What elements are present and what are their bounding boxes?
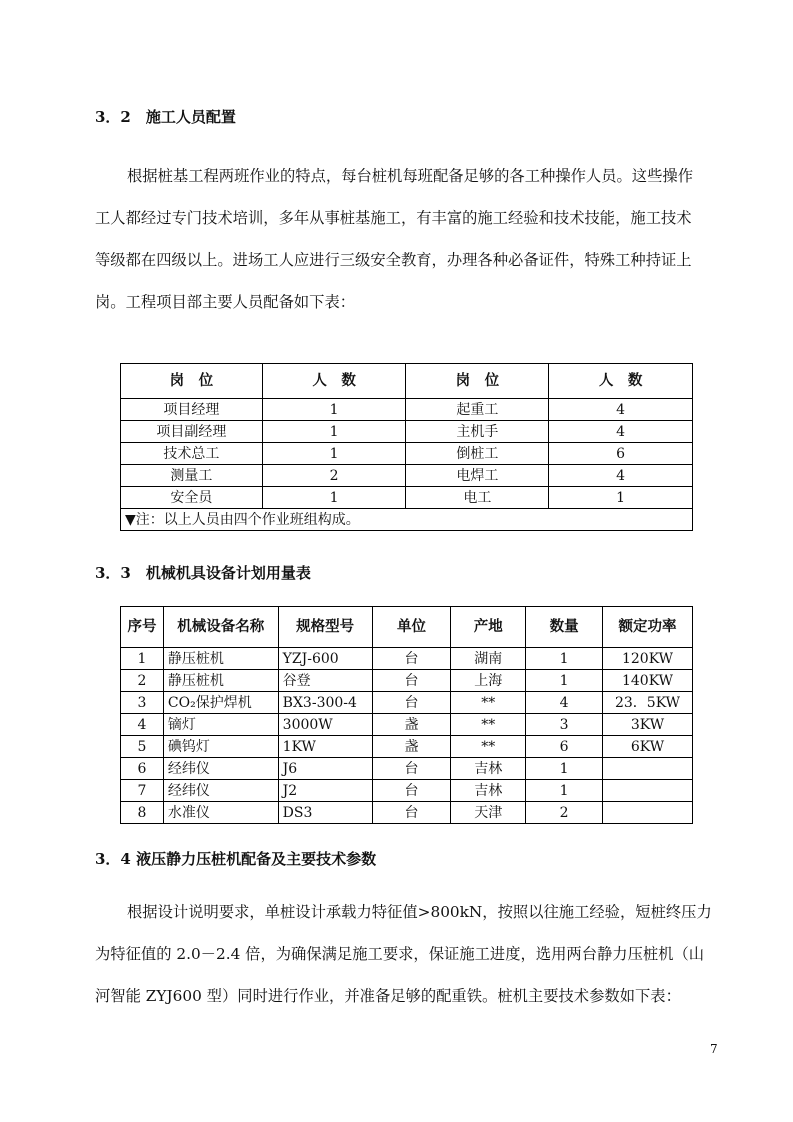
table-cell: 1 [526,758,603,780]
table-cell: 3 [526,714,603,736]
table-cell: 项目经理 [121,399,263,421]
table-cell: 经纬仪 [163,758,278,780]
table-cell: 吉林 [451,780,526,802]
table-cell: 7 [121,780,164,802]
column-header: 岗 位 [406,364,549,399]
table-cell: 台 [372,670,451,692]
table-cell: ** [451,736,526,758]
table-cell: 140KW [603,670,693,692]
equipment-table [120,606,693,824]
table-cell: 倒桩工 [406,443,549,465]
paragraph-line: 等级都在四级以上。进场工人应进行三级安全教育，办理各种必备证件，特殊工种持证上 [95,251,692,269]
table-cell: 吉林 [451,758,526,780]
table-cell: 3 [121,692,164,714]
table-cell: YZJ-600 [278,648,372,670]
table-cell: 4 [526,692,603,714]
table-cell: 静压桩机 [163,670,278,692]
column-header: 规格型号 [278,607,372,648]
table-row [121,421,693,443]
table-row [121,736,693,758]
table-cell: 6KW [603,736,693,758]
table-row [121,780,693,802]
table-cell: 1 [526,780,603,802]
table-row [121,399,693,421]
column-header: 机械设备名称 [163,607,278,648]
table-cell [603,758,693,780]
paragraph-line: 根据桩基工程两班作业的特点，每台桩机每班配备足够的各工种操作人员。这些操作 [127,167,693,185]
table-cell: 静压桩机 [163,648,278,670]
table-cell: 台 [372,802,451,824]
section-heading-3-4: 3．4 液压静力压桩机配备及主要技术参数 [95,850,377,868]
column-header: 额定功率 [603,607,693,648]
table-cell: 台 [372,758,451,780]
table-cell: 经纬仪 [163,780,278,802]
table-cell: 8 [121,802,164,824]
table-cell: 4 [549,399,693,421]
table-cell: 水准仪 [163,802,278,824]
table-cell: 盏 [372,714,451,736]
table-row [121,487,693,509]
section-heading-3-3: 3．3 机械机具设备计划用量表 [95,564,311,582]
table-cell: 谷登 [278,670,372,692]
table-cell: ** [451,692,526,714]
table-cell [603,802,693,824]
table-cell: 技术总工 [121,443,263,465]
column-header: 序号 [121,607,164,648]
table-cell: 台 [372,780,451,802]
table-cell: 1 [262,399,406,421]
table-cell: 4 [121,714,164,736]
table-row [121,758,693,780]
table-cell: 3KW [603,714,693,736]
table-row [121,714,693,736]
column-header: 岗 位 [121,364,263,399]
table-cell: 1 [262,443,406,465]
table-cell: 1KW [278,736,372,758]
table-cell: 4 [549,421,693,443]
table-cell: 2 [262,465,406,487]
table-cell: CO₂保护焊机 [163,692,278,714]
table-cell: 镝灯 [163,714,278,736]
table-row [121,648,693,670]
table-cell: 23．5KW [603,692,693,714]
table-row [121,670,693,692]
table-cell: 1 [121,648,164,670]
table-note: ▼注：以上人员由四个作业班组构成。 [121,509,693,531]
table-cell: J2 [278,780,372,802]
paragraph-line: 河智能 ZYJ600 型）同时进行作业，并准备足够的配重铁。桩机主要技术参数如下表： [95,987,681,1005]
table-cell: DS3 [278,802,372,824]
column-header: 人 数 [549,364,693,399]
table-cell: 3000W [278,714,372,736]
paragraph-line: 工人都经过专门技术培训，多年从事桩基施工，有丰富的施工经验和技术技能，施工技术 [95,209,692,227]
table-cell: 1 [526,648,603,670]
table-cell: 天津 [451,802,526,824]
table-cell: 1 [262,421,406,443]
column-header: 数量 [526,607,603,648]
table-cell: 1 [526,670,603,692]
table-cell: 主机手 [406,421,549,443]
table-row [121,443,693,465]
table-cell: 5 [121,736,164,758]
column-header: 产地 [451,607,526,648]
table-cell: 上海 [451,670,526,692]
table-cell: 2 [121,670,164,692]
table-cell: 盏 [372,736,451,758]
table-cell: 项目副经理 [121,421,263,443]
table-cell: 4 [549,465,693,487]
table-cell: 起重工 [406,399,549,421]
staff-table [120,363,693,531]
table-cell: 碘钨灯 [163,736,278,758]
paragraph-line: 为特征值的 2.0－2.4 倍，为确保满足施工要求，保证施工进度，选用两台静力压桩机（山 [95,945,705,963]
table-cell: 6 [121,758,164,780]
table-cell: 6 [549,443,693,465]
paragraph-line: 根据设计说明要求，单桩设计承载力特征值>800kN，按照以往施工经验，短桩终压力 [127,903,712,921]
table-cell: 电工 [406,487,549,509]
table-cell: 台 [372,648,451,670]
table-cell: 电焊工 [406,465,549,487]
table-cell: 1 [262,487,406,509]
table-cell: J6 [278,758,372,780]
table-cell: 台 [372,692,451,714]
table-row [121,802,693,824]
section-heading-3-2: 3．2 施工人员配置 [95,108,236,126]
paragraph-line: 岗。工程项目部主要人员配备如下表： [95,293,356,311]
table-cell: 1 [549,487,693,509]
table-cell: 6 [526,736,603,758]
table-cell: 120KW [603,648,693,670]
page-number: 7 [710,1042,718,1056]
column-header: 人 数 [262,364,406,399]
table-cell: 测量工 [121,465,263,487]
column-header: 单位 [372,607,451,648]
table-cell [603,780,693,802]
table-cell: 湖南 [451,648,526,670]
table-cell: BX3-300-4 [278,692,372,714]
table-cell: 安全员 [121,487,263,509]
table-row [121,465,693,487]
table-cell: ** [451,714,526,736]
table-row [121,692,693,714]
table-cell: 2 [526,802,603,824]
